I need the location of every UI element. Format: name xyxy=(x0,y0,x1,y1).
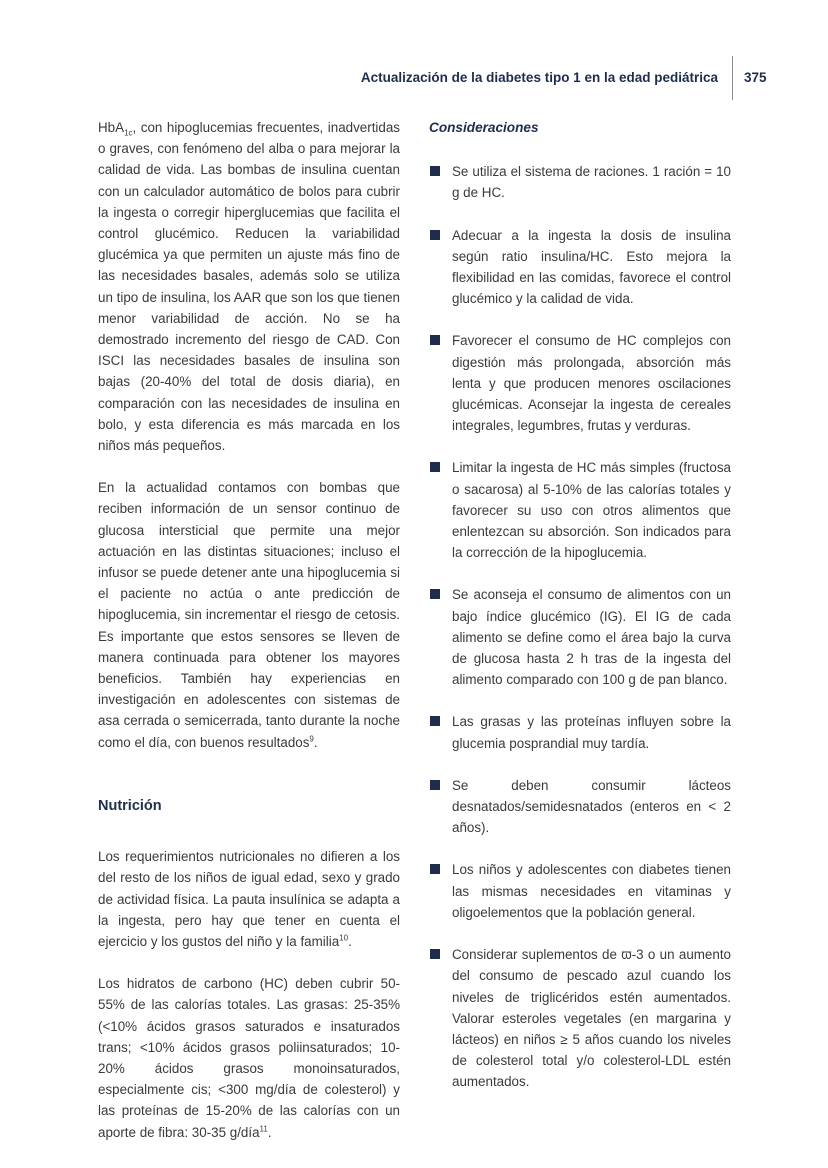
list-item-text: Se deben consumir lácteos desnatados/semidesnatados (enteros en < 2 años). xyxy=(452,777,731,836)
reference-9: 9 xyxy=(309,734,314,744)
list-item-text: Adecuar a la ingesta la dosis de insulina según ratio insulina/HC. Esto mejora la flexibilidad en las comidas, favorece el control glucémico y la calidad de vida. xyxy=(452,227,731,307)
square-bullet-icon xyxy=(430,230,440,240)
list-item-text: Limitar la ingesta de HC más simples (fructosa o sacarosa) al 5-10% de las calorías totales y favorecer su uso con otros alimentos que enlentezcan su absorción. Son indicados para la corrección de la hipoglucemia. xyxy=(452,460,731,561)
list-item xyxy=(429,775,731,839)
list-item-text: Considerar suplementos de ϖ-3 o un aumento del consumo de pescado azul cuando los niveles de triglicéridos estén aumentados. Valorar esteroles vegetales (en margarina y lácteos) en niños ≥ 5 años cuando los niveles de colesterol total y/o colesterol-LDL estén aumentados. xyxy=(452,947,731,1090)
list-item xyxy=(429,711,731,753)
running-header xyxy=(0,66,828,96)
list-item-text: Favorecer el consumo de HC complejos con digestión más prolongada, absorción más lenta y que producen menores oscilaciones glucémicas. Aconsejar la ingesta de cereales integrales, legumbres, frutas y verduras. xyxy=(452,333,731,434)
left-column xyxy=(98,117,400,1164)
list-item xyxy=(429,457,731,563)
list-item-text: Se aconseja el consumo de alimentos con un bajo índice glucémico (IG). El IG de cada alimento se define como el área bajo la curva de glucosa hasta 2 h tras de la ingesta del alimento comparado con 100 g de pan blanco. xyxy=(452,587,731,688)
right-column xyxy=(429,117,731,1114)
list-item xyxy=(429,944,731,1092)
square-bullet-icon xyxy=(430,335,440,345)
section-heading-considerations: Consideraciones xyxy=(429,120,539,135)
hba1c-label: HbA xyxy=(98,120,125,135)
square-bullet-icon xyxy=(430,166,440,176)
square-bullet-icon xyxy=(430,462,440,472)
list-item xyxy=(429,225,731,310)
paragraph-pumps-text: , con hipoglucemias frecuentes, inadvertidas o graves, con fenómeno del alba o para mejorar la calidad de vida. Las bombas de insulina cuentan con un calculador automático de bolos para cubrir la ingesta o corregir hiperglucemias que facilita el control glucémico. Reducen la variabilidad glucémica ya que permiten un ajuste más fino de las necesidades basales, además solo se utiliza un tipo de insulina, los AAR que son los que tienen menor variabilidad de acción. No se ha demostrado incremento del riesgo de CAD. Con ISCI las necesidades basales de insulina son bajas (20-40% del total de dosis diaria), en comparación con las necesidades de insulina en bolo, y esta diferencia es más marcada en los niños más pequeños. xyxy=(98,120,400,454)
list-item xyxy=(429,161,731,203)
paragraph-requirements: Los requerimientos nutricionales no difieren a los del resto de los niños de igual edad, sexo y grado de actividad física. La pauta insulínica se adapta a la ingesta, pero hay que tener en cuenta el ejercicio y los gustos del niño y la familia$^{10}$. xyxy=(98,849,400,949)
reference-11: 11 xyxy=(259,1124,268,1134)
reference-10: 10 xyxy=(339,933,349,943)
running-header-title: Actualización de la diabetes tipo 1 en la edad pediátrica xyxy=(360,70,718,85)
list-item-text: Se utiliza el sistema de raciones. 1 ración = 10 g de HC. xyxy=(452,164,731,201)
list-item xyxy=(429,859,731,923)
square-bullet-icon xyxy=(430,949,440,959)
hba1c-subscript: 1c xyxy=(124,128,133,138)
paragraph-carbohydrates-text: Los hidratos de carbono (HC) deben cubrir 50-55% de las calorías totales. Las grasas: 25-35% (<10% ácidos grasos saturados e insaturados trans; <10% ácidos grasos poliinsaturados; 10-20% ácidos grasos monoinsaturados, especialmente cis; <300 mg/día de colesterol) y las proteínas de 15-20% de las calorías con un aporte de fibra: 30-35 g/día xyxy=(98,976,400,1140)
square-bullet-icon xyxy=(430,716,440,726)
header-divider xyxy=(732,56,733,100)
paragraph-carbohydrates: Los hidratos de carbono (HC) deben cubrir 50-55% de las calorías totales. Las grasas: 25-35% (<10% ácidos grasos saturados e insaturados trans; <10% ácidos grasos poliinsaturados; 10-20% ácidos grasos monoinsaturados, especialmente cis; <300 mg/día de colesterol) y las proteínas de 15-20% de las calorías con un aporte de fibra: 30-35 g/día$^{11}$. xyxy=(98,976,400,1140)
paragraph-requirements-text: Los requerimientos nutricionales no difieren a los del resto de los niños de igual edad, sexo y grado de actividad física. La pauta insulínica se adapta a la ingesta, pero hay que tener en cuenta el ejercicio y los gustos del niño y la familia xyxy=(98,849,400,949)
page-number: 375 xyxy=(744,70,767,85)
list-item-text: Los niños y adolescentes con diabetes tienen las mismas necesidades en vitaminas y oligoelementos que la población general. xyxy=(452,862,731,920)
list-item xyxy=(429,584,731,690)
square-bullet-icon xyxy=(430,864,440,874)
section-heading-nutrition: Nutrición xyxy=(98,797,162,814)
paragraph-sensors-text: En la actualidad contamos con bombas que reciben información de un sensor continuo de glucosa intersticial que permite una mejor actuación en las distintas situaciones; incluso el infusor se puede detener ante una hipoglucemia si el paciente no actúa o ante predicción de hipoglucemia, sin incrementar el riesgo de cetosis. Es importante que estos sensores se lleven de manera continuada para obtener los mayores beneficios. También hay experiencias en investigación en adolescentes con sistemas de asa cerrada o semicerrada, tanto durante la noche como el día, con buenos resultados xyxy=(98,480,400,750)
square-bullet-icon xyxy=(430,589,440,599)
square-bullet-icon xyxy=(430,780,440,790)
paragraph-sensors: En la actualidad contamos con bombas que reciben información de un sensor continuo de glucosa intersticial que permite una mejor actuación en las distintas situaciones; incluso el infusor se puede detener ante una hipoglucemia si el paciente no actúa o ante predicción de hipoglucemia, sin incrementar el riesgo de cetosis. Es importante que estos sensores se lleven de manera continuada para obtener los mayores beneficios. También hay experiencias en investigación en adolescentes con sistemas de asa cerrada o semicerrada, tanto durante la noche como el día, con buenos resultados$^9$. xyxy=(98,480,400,750)
list-item xyxy=(429,330,731,436)
paragraph-pumps xyxy=(98,117,400,456)
list-item-text: Las grasas y las proteínas influyen sobre la glucemia posprandial muy tardía. xyxy=(452,714,731,751)
